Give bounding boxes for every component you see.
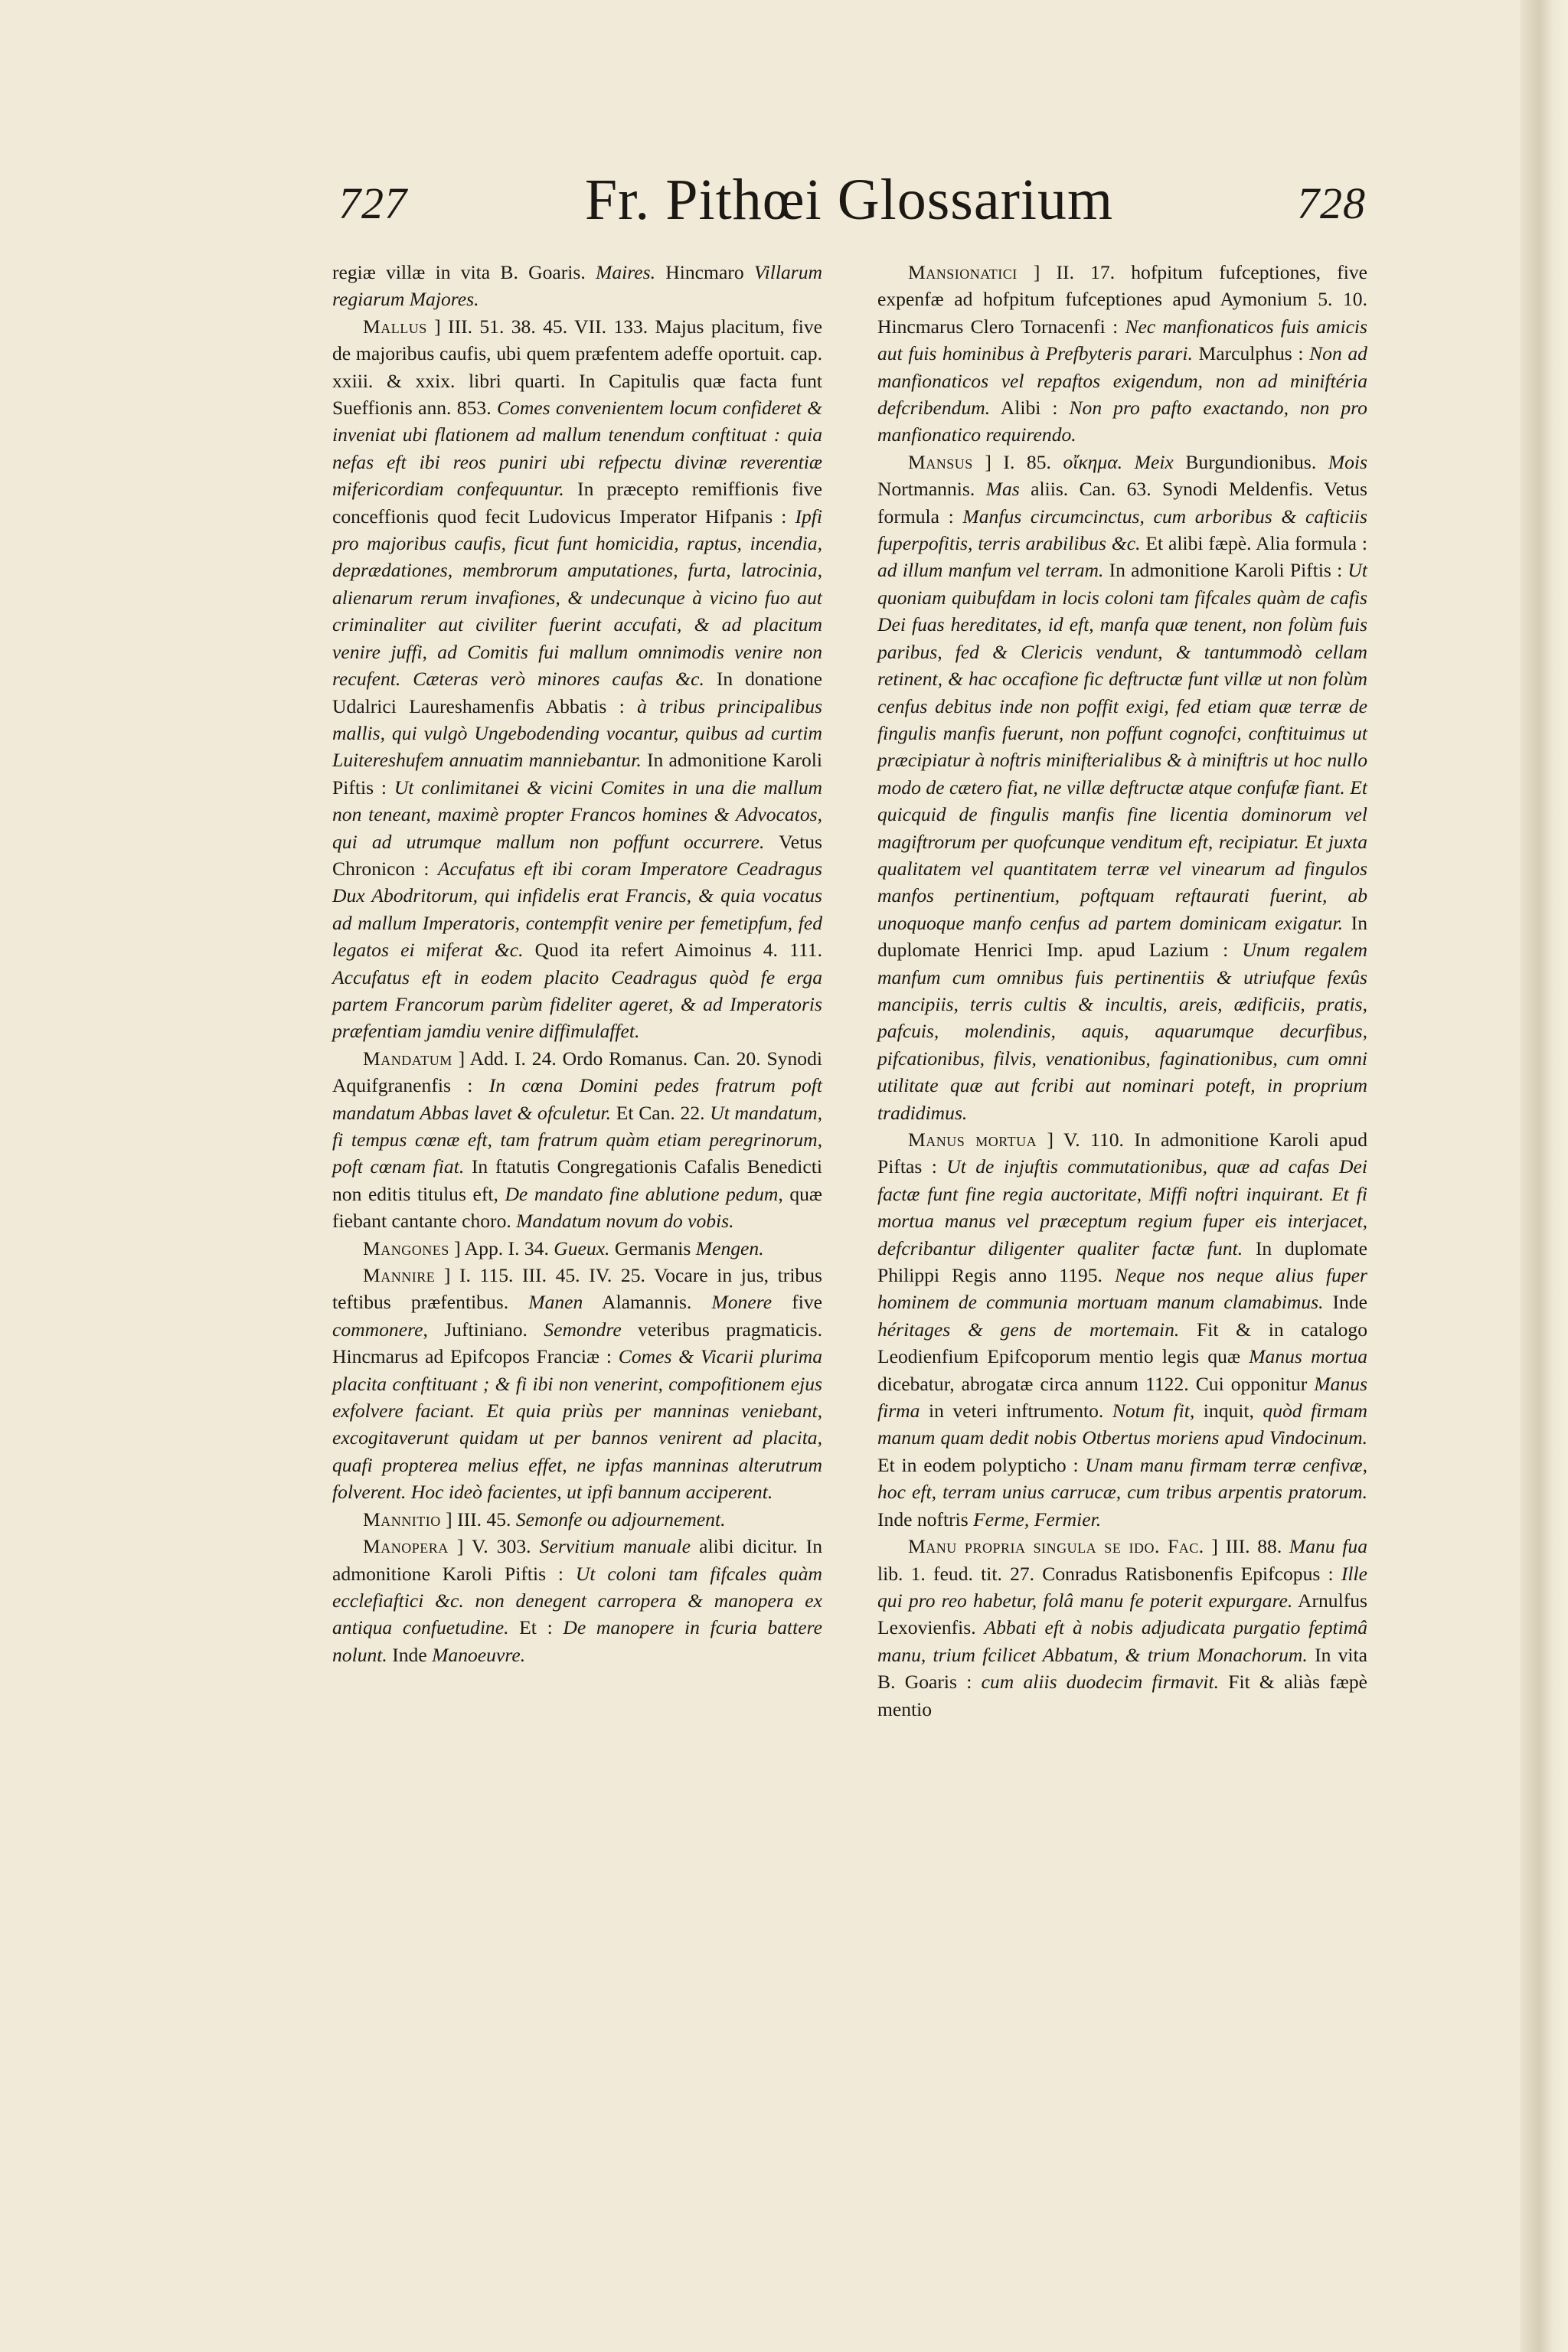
page-number-left: 727: [338, 178, 407, 228]
glossary-entry: Manus mortua ] V. 110. In admonitione Karoli apud Piftas : Ut de injuftis commutationibus, quæ ad cafas Dei factæ funt fine regia auctoritate, Miffi noftri inquirant. Et fi mortua manus vel præceptum regium fuper eis interjacet, defcribantur diligenter qualiter factæ funt. In duplomate Philippi Regis anno 1195. Neque nos neque alius fuper hominem de communia mortuam manum clamabimus. Inde héritages & gens de mortemain. Fit & in catalogo Leodienfium Epifcoporum mentio legis quæ Manus mortua dicebatur, abrogatæ circa annum 1122. Cui opponitur Manus firma in veteri inftrumento. Notum fit, inquit, quòd firmam manum quam dedit nobis Otbertus moriens apud Vindocinum. Et in eodem polypticho : Unam manu firmam terræ cenfivæ, hoc eft, terram unius carrucæ, cum tribus arpentis pratorum. Inde noftris Ferme, Fermier.: [877, 1129, 1368, 1530]
glossary-entry: Mandatum ] Add. I. 24. Ordo Romanus. Can. 20. Synodi Aquifgranenfis : In cœna Domini pedes fratrum poft mandatum Abbas lavet & ofculetur. Et Can. 22. Ut mandatum, fi tempus cœnæ eft, tam fratrum quàm etiam peregrinorum, poft cœnam fiat. In ftatutis Congregationis Cafalis Benedicti non editis titulus eft, De mandato fine ablutione pedum, quæ fiebant cantante choro. Mandatum novum do vobis.: [332, 1047, 822, 1233]
glossary-entry: Mannire ] I. 115. III. 45. IV. 25. Vocare in jus, tribus teftibus præfentibus. Manen Alamannis. Monere five commonere, Juftiniano. Semondre veteribus pragmaticis. Hincmarus ad Epifcopos Franciæ : Comes & Vicarii plurima placita conftituant ; & fi ibi non venerint, compofitionem ejus exfolvere faciant. Et quia priùs per manninas veniebant, excogitaverunt quidam ut per bannos venirent ad placita, quafi propterea melius effet, ne ipfas manninas alterutrum folverent. Hoc ideò facientes, ut ipfi bannum acciperent.: [332, 1264, 822, 1504]
page-title: Fr. Pithœi Glossarium: [584, 168, 1114, 232]
page-number-right: 728: [1297, 178, 1366, 228]
glossary-entry: Manopera ] V. 303. Servitium manuale alibi dicitur. In admonitione Karoli Piftis : Ut coloni tam fifcales quàm ecclefiaftici &c. non denegent carropera & manopera ex antiqua confuetudine. Et : De manopere in fcuria battere nolunt. Inde Manoeuvre.: [332, 1535, 822, 1666]
glossary-entry: Mansionatici ] II. 17. hofpitum fufceptiones, five expenfæ ad hofpitum fufceptiones apud Aymonium 5. 10. Hincmarus Clero Tornacenfi : Nec manfionaticos fuis amicis aut fuis hominibus à Prefbyteris parari. Marculphus : Non ad manfionaticos vel repaftos exigendum, non ad miniftéria defcribendum. Alibi : Non pro pafto exactando, non pro manfionatico requirendo.: [877, 261, 1368, 446]
running-head: [332, 167, 1366, 243]
glossary-entry: Mangones ] App. I. 34. Gueux. Germanis Mengen.: [363, 1236, 764, 1259]
glossary-entry: Mallus ] III. 51. 38. 45. VII. 133. Majus placitum, five de majoribus caufis, ubi quem præfentem adeffe oportuit. cap. xxiii. & xxix. libri quarti. In Capitulis quæ facta funt Sueffionis ann. 853. Comes convenientem locum confideret & inveniat ubi flationem ad mallum tenendum conftituat : quia nefas eft ibi reos puniri ubi refpectu divinæ reverentiæ mifericordiam confequuntur. In præcepto remiffionis five conceffionis quod fecit Ludovicus Imperator Hifpanis : Ipfi pro majoribus caufis, ficut funt homicidia, raptus, incendia, deprædationes, membrorum amputationes, furta, latrocinia, alienarum rerum invafiones, & undecunque à vicino fuo aut criminaliter aut civiliter fuerint accufati, & ad placitum venire juffi, ad Comitis fui mallum omnimodis venire non recufent. Cæteras verò minores caufas &c. In donatione Udalrici Laureshamenfis Abbatis : à tribus principalibus mallis, qui vulgò Ungebodending vocantur, quibus ad curtim Luitereshufem annuatim manniebantur. In admonitione Karoli Piftis : Ut conlimitanei & vicini Comites in una die mallum non teneant, maximè propter Francos homines & Advocatos, qui ad utrumque mallum non poffunt occurrere. Vetus Chronicon : Accufatus eft ibi coram Imperatore Ceadragus Dux Abodritorum, qui infidelis erat Francis, & quia vocatus ad mallum Imperatoris, contempfit venire per femetipfum, fed legatos ei miferat &c. Quod ita refert Aimoinus 4. 111. Accufatus eft in eodem placito Ceadragus quòd fe erga partem Francorum parùm fideliter ageret, & ad Imperatoris præfentiam jamdiu venire diffimulaffet.: [332, 315, 823, 1043]
left-column: [332, 259, 822, 1668]
glossary-entry: Mansus ] I. 85. οἴκημα. Meix Burgundionibus. Mois Nortmannis. Mas aliis. Can. 63. Synodi Meldenfis. Vetus formula : Manfus circumcinctus, cum arboribus & cafticiis fuperpofitis, terris arabilibus &c. Et alibi fæpè. Alia formula : ad illum manfum vel terram. In admonitione Karoli Piftis : Ut quoniam quibufdam in locis coloni tam fifcales quàm de cafis Dei fuas hereditates, id eft, manfa quæ tenent, non folùm fuis paribus, fed & Clericis vendunt, & tantummodò cellam retinent, & hac occafione fic deftructæ funt villæ ut non folùm cenfus debitus inde non poffit exigi, fed etiam quæ terræ de fingulis manfis fuerunt, non poffunt cognofci, conftituimus ut præcipiatur à noftris minifterialibus & à miniftris ut hoc nullo modo de cætero fiat, ne villæ deftructæ atque confufæ fiant. Et quicquid de fingulis manfis fine licentia dominorum vel magiftrorum per quofcunque venditum eft, recipiatur. Et juxta qualitatem vel quantitatem terræ vel vinearum ad fingulos manfos pertinentium, poftquam reftaurati fuerint, ab unoquoque manfo cenfus ad partem dominicam exigatur. In duplomate Henrici Imp. apud Lazium : Unum regalem manfum cum omnibus fuis pertinentiis & utriufque fexûs mancipiis, terris cultis & incultis, areis, ædificiis, pratis, pafcuis, molendinis, aquis, aquarumque decurfibus, pifcationibus, filvis, venationibus, faginationibus, cum omni utilitate quæ aut fcribi aut nominari poteft, in proprium tradidimus.: [877, 450, 1368, 1124]
book-gutter: [1521, 0, 1568, 2352]
right-column: [877, 259, 1367, 1723]
glossary-entry: regiæ villæ in vita B. Goaris. Maires. Hincmaro Villarum regiarum Majores.: [332, 261, 822, 311]
glossary-entry: Mannitio ] III. 45. Semonfe ou adjournement.: [363, 1508, 726, 1530]
glossary-entry: Manu propria singula se ido. Fac. ] III. 88. Manu fua lib. 1. feud. tit. 27. Conradus Ratisbonenfis Epifcopus : Ille qui pro reo habetur, folâ manu fe poterit expurgare. Arnulfus Lexovienfis. Abbati eft à nobis adjudicata purgatio feptimâ manu, trium fcilicet Abbatum, & trium Monachorum. In vita B. Goaris : cum aliis duodecim firmavit. Fit & aliàs fæpè mentio: [877, 1535, 1368, 1720]
